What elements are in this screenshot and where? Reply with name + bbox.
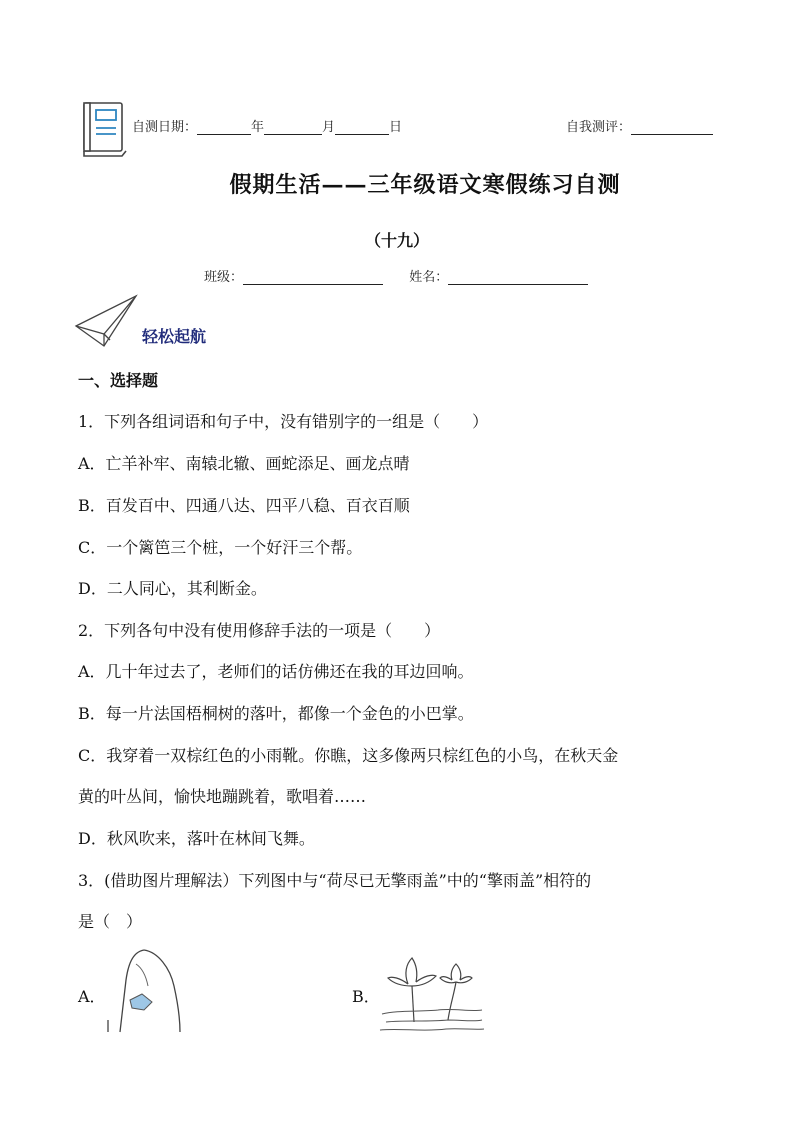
page-subtitle: （十九） (364, 231, 429, 250)
month-label: 月 (322, 120, 336, 135)
q3-option-a[interactable]: A． (78, 987, 106, 1006)
q2-stem: 2．下列各句中没有使用修辞手法的一项是（ ） (78, 621, 441, 640)
eval-label: 自我测评： (566, 120, 632, 135)
year-label: 年 (251, 120, 265, 135)
student-info-row (204, 266, 588, 285)
q3-option-b[interactable]: B． (352, 987, 380, 1006)
cloak-figure-icon (102, 946, 188, 1036)
name-label: 姓名： (409, 270, 449, 285)
name-blank[interactable] (448, 270, 588, 285)
eval-row (566, 116, 713, 135)
q2-option-a[interactable]: A．几十年过去了，老师们的话仿佛还在我的耳边回响。 (78, 662, 474, 681)
date-label: 自测日期： (132, 120, 198, 135)
book-icon (80, 100, 128, 160)
page-title: 假期生活——三年级语文寒假练习自测 (229, 172, 621, 198)
date-row (132, 116, 402, 135)
q1-option-b[interactable]: B．百发百中、四通八达、四平八稳、百衣百顺 (78, 496, 410, 515)
q2-option-d[interactable]: D．秋风吹来，落叶在林间飞舞。 (78, 829, 315, 848)
q3-stem-line2: 是（ ） (78, 912, 143, 931)
class-label: 班级： (204, 270, 244, 285)
q3-stem-line1: 3．(借助图片理解法）下列图中与“荷尽已无擎雨盖”中的“擎雨盖”相符的 (78, 871, 592, 890)
section-title: 轻松起航 (142, 327, 207, 346)
q2-option-c[interactable]: C．我穿着一双棕红色的小雨靴。你瞧，这多像两只棕红色的小鸟，在秋天金 (78, 746, 619, 765)
q1-stem: 1．下列各组词语和句子中，没有错别字的一组是（ ） (78, 412, 489, 431)
lotus-icon (378, 950, 486, 1036)
class-blank[interactable] (243, 270, 383, 285)
day-blank[interactable] (335, 120, 389, 135)
day-label: 日 (389, 120, 403, 135)
q2-option-b[interactable]: B．每一片法国梧桐树的落叶，都像一个金色的小巴掌。 (78, 704, 474, 723)
q1-option-a[interactable]: A．亡羊补牢、南辕北辙、画蛇添足、画龙点晴 (78, 454, 410, 473)
month-blank[interactable] (264, 120, 322, 135)
q1-option-c[interactable]: C．一个篱笆三个桩，一个好汗三个帮。 (78, 538, 363, 557)
q2-option-c-cont: 黄的叶丛间，愉快地蹦跳着，歌唱着…… (78, 787, 367, 806)
q1-option-d[interactable]: D．二人同心，其利断金。 (78, 579, 267, 598)
paper-plane-icon (74, 294, 138, 350)
eval-blank[interactable] (631, 120, 713, 135)
year-blank[interactable] (197, 120, 251, 135)
part1-heading: 一、选择题 (78, 371, 159, 390)
